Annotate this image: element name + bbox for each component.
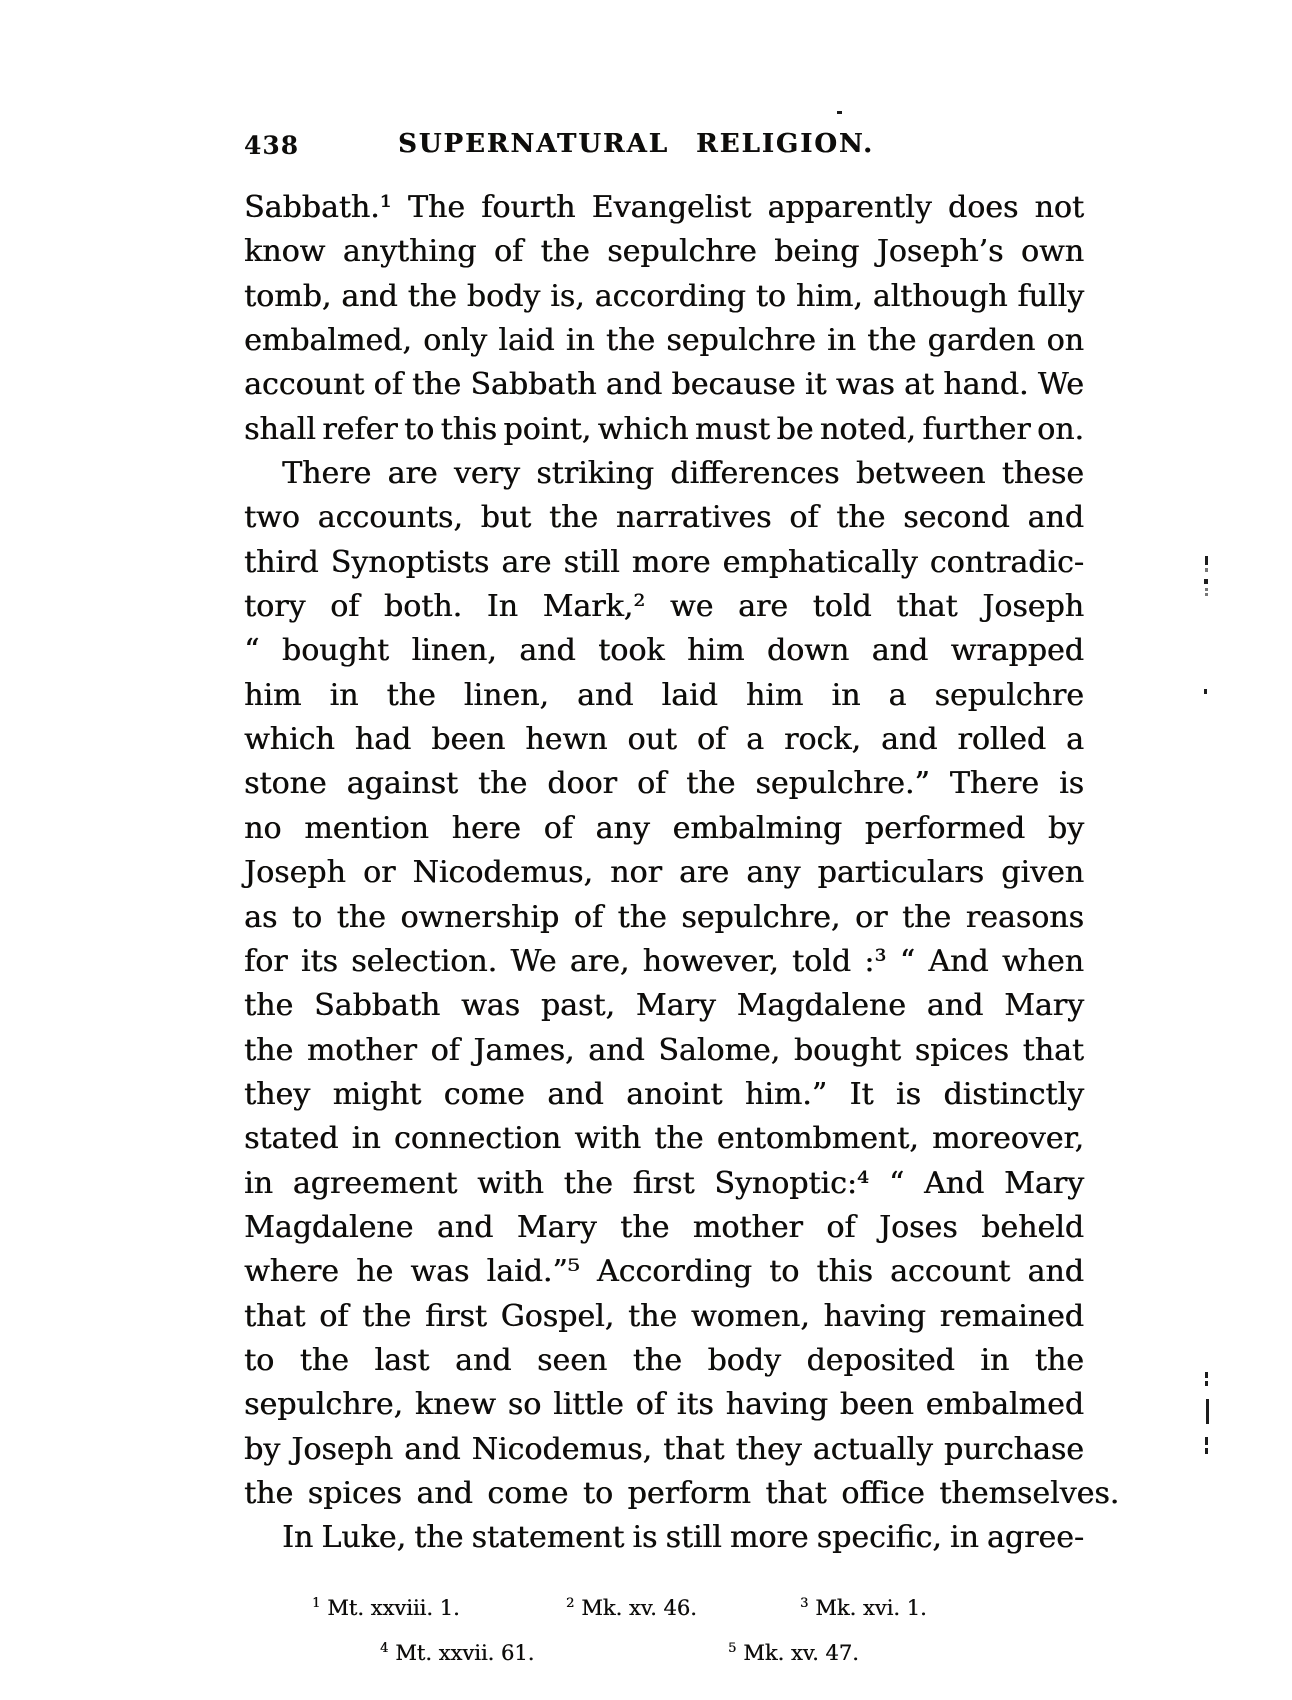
body-line: as to the ownership of the sepulchre, or the reasons xyxy=(244,899,1084,935)
footnote-2 xyxy=(566,1596,697,1620)
body-line: by Joseph and Nicodemus, that they actually purchase xyxy=(244,1431,1084,1467)
body-line: stone against the door of the sepulchre.” There is xyxy=(244,766,1084,802)
body-line paragraph-start: There are very striking differences between these xyxy=(282,456,1084,492)
scan-artifact xyxy=(1205,1448,1208,1454)
scan-artifact xyxy=(1204,689,1207,694)
footnote-ref: Mk. xv. 47. xyxy=(743,1641,859,1665)
footnote-marker: 5 xyxy=(728,1641,737,1656)
scan-artifact xyxy=(1205,1372,1208,1378)
scan-artifact xyxy=(1205,593,1208,596)
footnote-ref: Mt. xxviii. 1. xyxy=(327,1596,460,1620)
footnote-marker: 3 xyxy=(800,1596,809,1611)
body-line: the mother of James, and Salome, bought spices that xyxy=(244,1032,1084,1068)
body-line: the Sabbath was past, Mary Magdalene and Mary xyxy=(244,988,1084,1024)
footnote-marker: 4 xyxy=(380,1641,389,1656)
body-line: stated in connection with the entombment, moreover, xyxy=(244,1121,1084,1157)
footnote-ref: Mk. xv. 46. xyxy=(581,1596,697,1620)
body-line: “ bought linen, and took him down and wrapped xyxy=(244,633,1084,669)
scan-speck xyxy=(837,111,842,114)
body-line: shall refer to this point, which must be noted, further on. xyxy=(244,411,1084,447)
body-line: Sabbath.¹ The fourth Evangelist apparently does not xyxy=(244,190,1084,225)
scan-artifact xyxy=(1204,579,1208,584)
body-line: for its selection. We are, however, told :³ “ And when xyxy=(244,943,1084,979)
footnote-3 xyxy=(800,1596,927,1620)
scan-artifact xyxy=(1205,1381,1208,1386)
scan-artifact xyxy=(1205,1437,1208,1445)
body-line: Joseph or Nicodemus, nor are any particulars given xyxy=(244,855,1084,891)
body-line: in agreement with the first Synoptic:⁴ “ And Mary xyxy=(244,1165,1084,1201)
body-line: sepulchre, knew so little of its having been embalmed xyxy=(244,1387,1084,1423)
footnote-ref: Mt. xxvii. 61. xyxy=(395,1641,535,1665)
scan-artifact xyxy=(1205,556,1208,565)
body-line: account of the Sabbath and because it was at hand. We xyxy=(244,367,1084,403)
body-line: two accounts, but the narratives of the second and xyxy=(244,500,1084,536)
running-title: SUPERNATURAL RELIGION. xyxy=(397,129,875,159)
footnote-ref: Mk. xvi. 1. xyxy=(815,1596,927,1620)
body-line: third Synoptists are still more emphatically contradic- xyxy=(244,544,1084,580)
footnote-1 xyxy=(312,1596,460,1620)
body-line paragraph-start: In Luke, the statement is still more specific, in agree- xyxy=(282,1520,1084,1556)
body-line: Magdalene and Mary the mother of Joses beheld xyxy=(244,1209,1084,1245)
scan-artifact xyxy=(1206,1399,1209,1424)
body-line: they might come and anoint him.” It is distinctly xyxy=(244,1076,1084,1112)
body-text-column xyxy=(244,186,1120,1561)
body-line: embalmed, only laid in the sepulchre in the garden on xyxy=(244,323,1084,359)
scan-artifact xyxy=(1205,588,1208,591)
footnote-marker: 2 xyxy=(566,1596,575,1611)
body-line: where he was laid.”⁵ According to this account and xyxy=(244,1254,1084,1290)
body-line paragraph-end: the spices and come to perform that office themselves. xyxy=(244,1475,1120,1511)
body-line: know anything of the sepulchre being Joseph’s own xyxy=(244,234,1084,270)
body-line: which had been hewn out of a rock, and rolled a xyxy=(244,722,1084,758)
body-line: to the last and seen the body deposited in the xyxy=(244,1342,1084,1378)
scan-artifact xyxy=(1205,568,1208,572)
body-line: that of the first Gospel, the women, having remained xyxy=(244,1298,1084,1334)
body-line: tomb, and the body is, according to him, although fully xyxy=(244,278,1084,314)
body-line: tory of both. In Mark,² we are told that Joseph xyxy=(244,589,1084,625)
footnote-marker: 1 xyxy=(312,1596,321,1611)
footnote-5 xyxy=(728,1641,859,1665)
page-number: 438 xyxy=(244,131,300,160)
body-line: no mention here of any embalming performed by xyxy=(244,810,1084,846)
footnote-4 xyxy=(380,1641,534,1665)
body-line: him in the linen, and laid him in a sepulchre xyxy=(244,677,1084,713)
